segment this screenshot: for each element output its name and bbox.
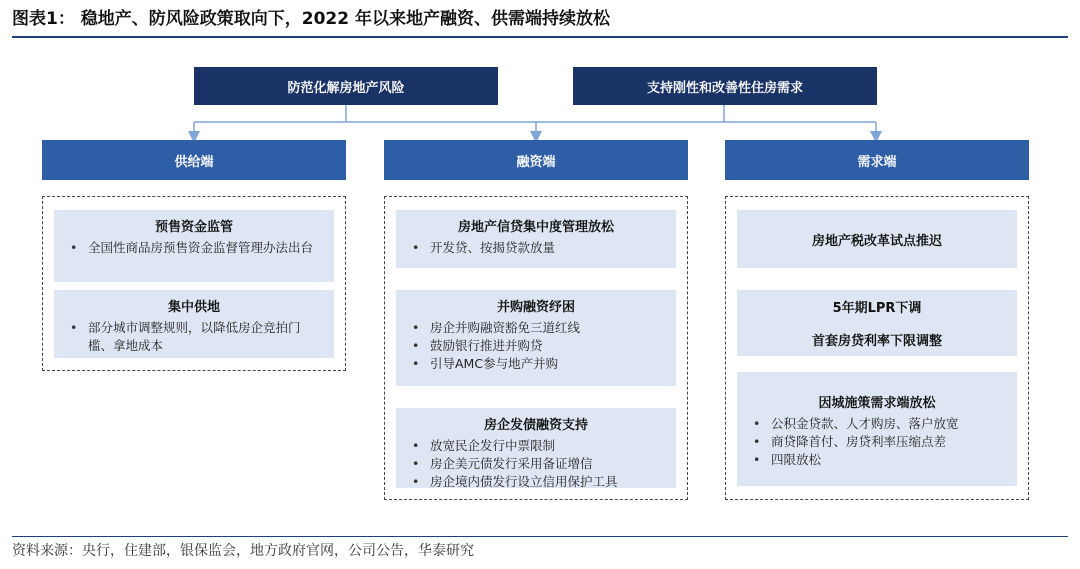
top-rule <box>12 36 1068 38</box>
card-title: 预售资金监管 <box>154 220 233 235</box>
bullet-item: • 房企美元债发行采用备证增信 <box>406 455 666 473</box>
card-city-specific-easing <box>737 372 1017 486</box>
bullet-item: • 公积金贷款、人才购房、落户放宽 <box>747 415 1007 433</box>
card-property-tax-delay <box>737 210 1017 268</box>
figure-title: 图表1： 稳地产、防风险政策取向下，2022 年以来地产融资、供需端持续放松 <box>12 9 610 29</box>
card-title: 房企发债融资支持 <box>483 418 588 433</box>
bullet-item: • 引导AMC参与地产并购 <box>406 355 666 373</box>
bullet-item: • 房企并购融资豁免三道红线 <box>406 319 666 337</box>
top-box-risk: 防范化解房地产风险 <box>194 67 498 105</box>
card-title: 5年期LPR下调 <box>832 301 922 316</box>
card-title: 因城施策需求端放松 <box>818 396 936 411</box>
bullet-item: • 放宽民企发行中票限制 <box>406 437 666 455</box>
card-title: 并购融资纾困 <box>496 300 575 315</box>
bullet-item: • 房企境内债发行设立信用保护工具 <box>406 473 666 491</box>
card-title: 房地产税改革试点推迟 <box>811 233 942 249</box>
column-header-demand: 需求端 <box>725 140 1029 180</box>
card-title: 集中供地 <box>167 300 220 315</box>
card-lpr-cut <box>737 290 1017 356</box>
card-centralized-land-supply <box>54 290 334 358</box>
card-bond-financing <box>396 408 676 488</box>
bullet-item: • 鼓励银行推进并购贷 <box>406 337 666 355</box>
bullet-item: • 部分城市调整规则，以降低房企竞拍门槛、拿地成本 <box>64 319 324 355</box>
card-mna-financing <box>396 290 676 386</box>
column-header-financing: 融资端 <box>384 140 688 180</box>
bullet-item: • 商贷降首付、房贷利率压缩点差 <box>747 433 1007 451</box>
card-presale-funds <box>54 210 334 282</box>
bullet-item: • 开发贷、按揭贷款放量 <box>406 239 666 257</box>
card-credit-concentration <box>396 210 676 268</box>
bottom-rule <box>12 536 1068 537</box>
figure-source: 资料来源：央行，住建部，银保监会，地方政府官网，公司公告，华泰研究 <box>12 543 474 559</box>
top-box-demand-support: 支持刚性和改善性住房需求 <box>573 67 877 105</box>
column-header-supply: 供给端 <box>42 140 346 180</box>
bullet-item: • 四限放松 <box>747 451 1007 469</box>
bullet-item: • 全国性商品房预售资金监督管理办法出台 <box>64 239 324 257</box>
card-title: 房地产信贷集中度管理放松 <box>457 220 614 235</box>
card-title-secondary: 首套房贷利率下限调整 <box>811 334 942 349</box>
